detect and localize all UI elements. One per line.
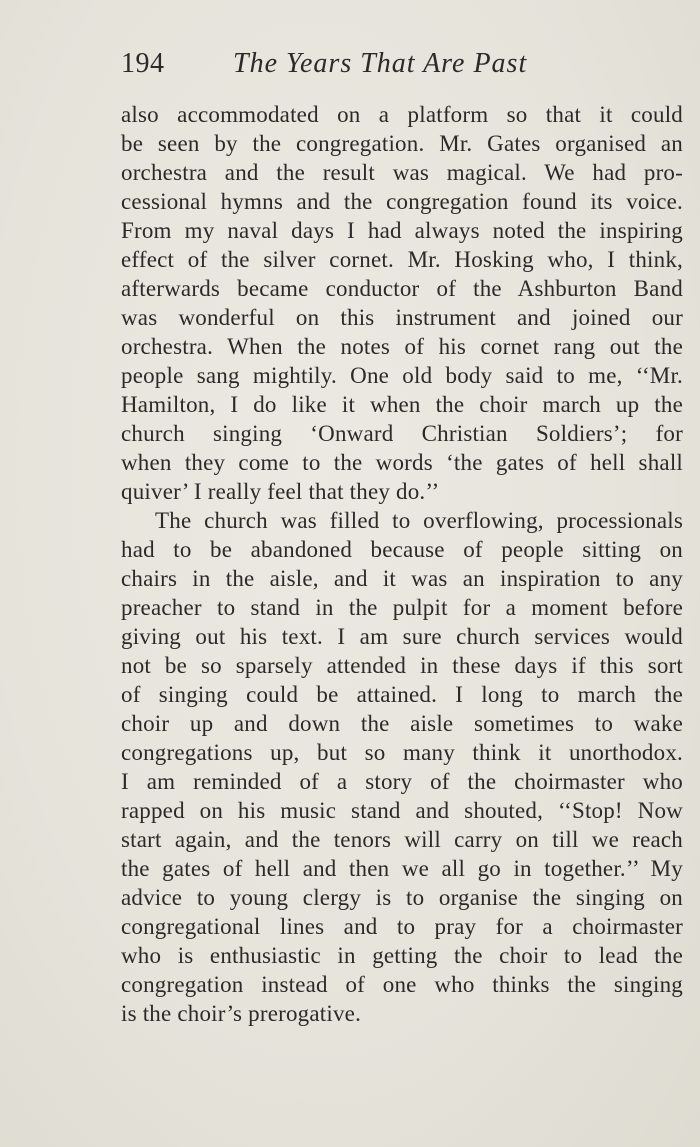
text-line: orchestra. When the notes of his cornet rang out the — [121, 334, 683, 359]
text-line: not be so sparsely attended in these days if this sort — [121, 653, 683, 678]
text-line: choir up and down the aisle sometimes to wake — [121, 711, 683, 736]
text-line: orchestra and the result was magical. We had pro- — [121, 160, 683, 185]
text-line: was wonderful on this instrument and joined our — [121, 305, 683, 330]
text-line: people sang mightily. One old body said to me, ‘‘Mr. — [121, 363, 683, 388]
text-line: be seen by the congregation. Mr. Gates organised an — [121, 131, 683, 156]
text-line: rapped on his music stand and shouted, ‘‘Stop! Now — [121, 798, 683, 823]
page-header — [121, 48, 581, 84]
text-line: when they come to the words ‘the gates of hell shall — [121, 450, 683, 475]
text-line: preacher to stand in the pulpit for a moment before — [121, 595, 683, 620]
text-line: giving out his text. I am sure church services would — [121, 624, 683, 649]
body-text — [121, 100, 683, 1028]
text-line: the gates of hell and then we all go in together.’’ My — [121, 856, 683, 881]
text-line: cessional hymns and the congregation found its voice. — [121, 189, 683, 214]
text-line: I am reminded of a story of the choirmaster who — [121, 769, 683, 794]
text-line: congregation instead of one who thinks the singing — [121, 972, 683, 997]
text-line: congregations up, but so many think it unorthodox. — [121, 740, 683, 765]
text-line: of singing could be attained. I long to march the — [121, 682, 683, 707]
text-line: afterwards became conductor of the Ashburton Band — [121, 276, 683, 301]
text-line: who is enthusiastic in getting the choir to lead the — [121, 943, 683, 968]
running-title: The Years That Are Past — [233, 48, 528, 79]
text-line: church singing ‘Onward Christian Soldiers’; for — [121, 421, 683, 446]
text-line: Hamilton, I do like it when the choir march up the — [121, 392, 683, 417]
text-line: advice to young clergy is to organise the singing on — [121, 885, 683, 910]
paragraph-2 — [121, 506, 683, 1028]
text-line: quiver’ I really feel that they do.’’ — [121, 479, 440, 504]
text-line: is the choir’s prerogative. — [121, 1001, 362, 1026]
text-line: had to be abandoned because of people sitting on — [121, 537, 683, 562]
text-line: congregational lines and to pray for a choirmaster — [121, 914, 683, 939]
text-line: From my naval days I had always noted the inspiring — [121, 218, 683, 243]
text-line: chairs in the aisle, and it was an inspiration to any — [121, 566, 683, 591]
paragraph-1 — [121, 100, 683, 506]
text-line: effect of the silver cornet. Mr. Hosking who, I think, — [121, 247, 683, 272]
page-number: 194 — [121, 48, 165, 79]
text-line: also accommodated on a platform so that it could — [121, 102, 683, 127]
text-line: start again, and the tenors will carry on till we reach — [121, 827, 683, 852]
text-line: The church was filled to overflowing, processionals — [155, 508, 683, 533]
